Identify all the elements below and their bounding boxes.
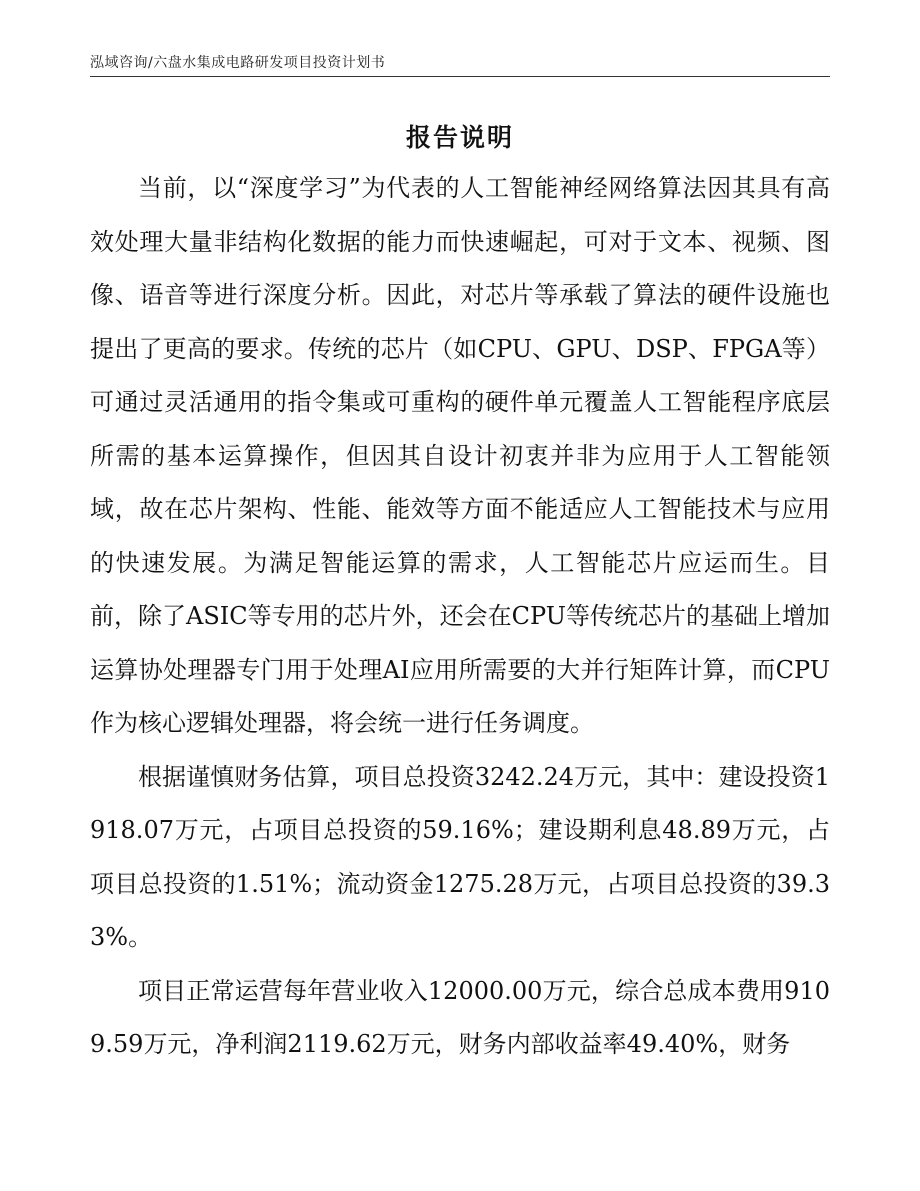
section-title: 报告说明 bbox=[405, 123, 514, 152]
body-text bbox=[90, 162, 830, 1072]
header-divider bbox=[90, 76, 830, 77]
paragraph-intro: 当前，以“深度学习”为代表的人工智能神经网络算法因其具有高效处理大量非结构化数据的能力而快速崛起，可对于文本、视频、图像、语音等进行深度分析。因此，对芯片等承载了算法的硬件设施也提出了更高的要求。传统的芯片（如CPU、GPU、DSP、FPGA等）可通过灵活通用的指令集或可重构的硬件单元覆盖人工智能程序底层所需的基本运算操作，但因其自设计初衷并非为应用于人工智能领域，故在芯片架构、性能、能效等方面不能适应人工智能技术与应用的快速发展。为满足智能运算的需求，人工智能芯片应运而生。目前，除了ASIC等专用的芯片外，还会在CPU等传统芯片的基础上增加运算协处理器专门用于处理AI应用所需要的大并行矩阵计算，而CPU作为核心逻辑处理器，将会统一进行任务调度。 bbox=[90, 174, 830, 737]
paragraph-revenue: 项目正常运营每年营业收入12000.00万元，综合总成本费用9109.59万元，净利润2119.62万元，财务内部收益率49.40%，财务 bbox=[90, 976, 830, 1058]
running-header: 泓域咨询/六盘水集成电路研发项目投资计划书 bbox=[90, 55, 386, 71]
paragraph-investment: 根据谨慎财务估算，项目总投资3242.24万元，其中：建设投资1918.07万元，占项目总投资的59.16%；建设期利息48.89万元，占项目总投资的1.51%；流动资金1275.28万元，占项目总投资的39.33%。 bbox=[90, 762, 830, 951]
